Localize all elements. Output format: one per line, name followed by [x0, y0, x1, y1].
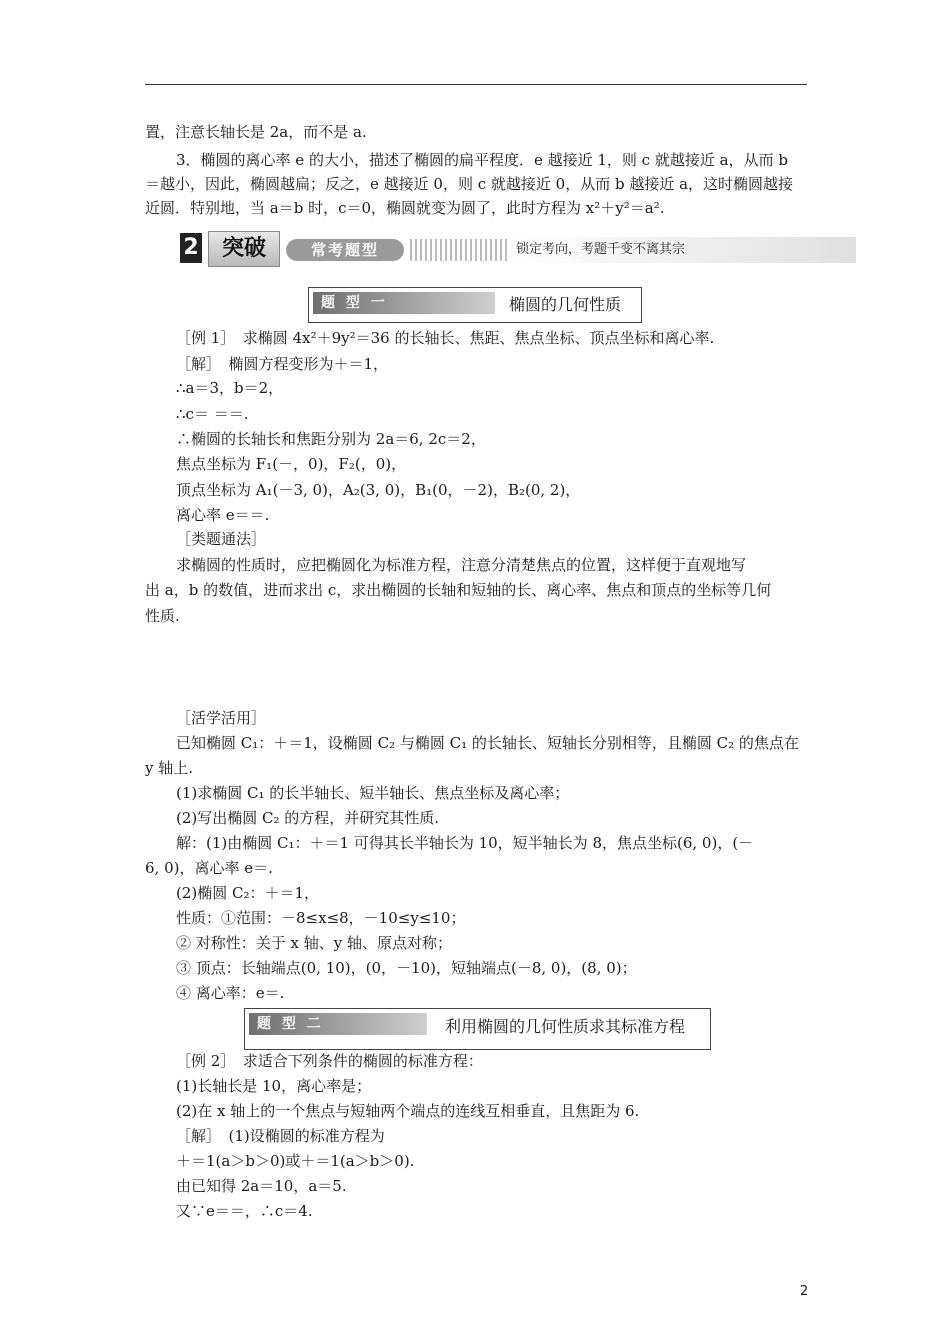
text-line: ＝越小，因此，椭圆越扁；反之，e 越接近 0，则 c 就越接近 0，从而 b 越接近 a，这时椭圆越接	[145, 175, 794, 193]
text-line: 置，注意长轴长是 2a，而不是 a.	[145, 123, 367, 141]
type-title: 椭圆的几何性质	[509, 295, 622, 314]
text-line: 解：(1)由椭圆 C₁：＋＝1 可得其长半轴长为 10，短半轴长为 8，焦点坐标(6, 0)，(－	[176, 834, 754, 852]
text-line: 6, 0)，离心率 e＝.	[145, 859, 273, 877]
text-line: ③ 顶点：长轴端点(0, 10)，(0，－10)，短轴端点(－8, 0)，(8, 0)；	[176, 959, 637, 977]
text-line: 已知椭圆 C₁：＋＝1，设椭圆 C₂ 与椭圆 C₁ 的长轴长、短轴长分别相等，且椭圆 C₂ 的焦点在	[176, 734, 799, 752]
banner-slogan: 锁定考向，考题千变不离其宗	[508, 237, 856, 263]
section-banner	[178, 229, 848, 271]
text-line: ［解］ (1)设椭圆的标准方程为	[176, 1127, 385, 1145]
text-line: ［活学活用］	[176, 709, 267, 727]
text-line: (1)求椭圆 C₁ 的长半轴长、短半轴长、焦点坐标及离心率；	[176, 784, 570, 802]
text-line: (2)在 x 轴上的一个焦点与短轴两个端点的连线互相垂直，且焦距为 6.	[176, 1102, 640, 1120]
text-line: ∴椭圆的长轴长和焦距分别为 2a＝6, 2c＝2，	[176, 430, 486, 448]
section-number-badge: 2	[180, 233, 202, 263]
text-line: 离心率 e＝＝.	[176, 506, 270, 524]
text-line: ［类题通法］	[176, 530, 267, 548]
header-rule	[145, 84, 807, 85]
type-heading-box	[244, 1008, 711, 1050]
text-line: ② 对称性：关于 x 轴、y 轴、原点对称；	[176, 934, 453, 952]
text-line: (1)长轴长是 10，离心率是；	[176, 1077, 372, 1095]
text-line: ④ 离心率：e＝.	[176, 984, 285, 1002]
text-line: 顶点坐标为 A₁(－3, 0)，A₂(3, 0)，B₁(0，－2)，B₂(0, 2)，	[176, 481, 581, 499]
banner-stripes	[410, 239, 510, 261]
section-subtitle-pill: 常考题型	[286, 239, 404, 261]
text-line: (2)写出椭圆 C₂ 的方程，并研究其性质.	[176, 809, 440, 827]
type-heading-box	[308, 287, 642, 323]
text-line: 出 a，b 的数值，进而求出 c，求出椭圆的长轴和短轴的长、离心率、焦点和顶点的坐标等几何	[145, 581, 772, 599]
text-line: 求椭圆的性质时，应把椭圆化为标准方程，注意分清楚焦点的位置，这样便于直观地写	[176, 556, 747, 574]
text-line: 性质.	[145, 607, 180, 625]
type-tag: 题 型 二	[249, 1013, 427, 1035]
page-number: 2	[800, 1284, 809, 1299]
text-line: 焦点坐标为 F₁(－，0)，F₂(，0)，	[176, 455, 407, 473]
text-line: ［解］ 椭圆方程变形为＋＝1，	[176, 355, 389, 373]
type-tag: 题 型 一	[313, 292, 495, 314]
text-line: 3．椭圆的离心率 e 的大小，描述了椭圆的扁平程度．e 越接近 1，则 c 就越接近 a，从而 b	[176, 151, 788, 169]
text-line: ＋＝1(a＞b＞0)或＋＝1(a＞b＞0).	[176, 1152, 415, 1170]
text-line: ［例 1］ 求椭圆 4x²＋9y²＝36 的长轴长、焦距、焦点坐标、顶点坐标和离心率.	[176, 329, 715, 347]
text-line: ［例 2］ 求适合下列条件的椭圆的标准方程：	[176, 1052, 483, 1070]
text-line: 由已知得 2a＝10，a＝5.	[176, 1177, 347, 1195]
text-line: 近圆．特别地，当 a＝b 时，c＝0，椭圆就变为圆了，此时方程为 x²＋y²＝a².	[145, 199, 665, 217]
section-title-tuopo: 突破	[208, 231, 280, 267]
text-line: ∴a＝3，b＝2，	[176, 379, 284, 397]
text-line: (2)椭圆 C₂：＋＝1，	[176, 884, 320, 902]
text-line: 性质：①范围：－8≤x≤8，－10≤y≤10；	[176, 909, 466, 927]
type-title: 利用椭圆的几何性质求其标准方程	[445, 1017, 686, 1036]
text-line: ∴c＝ ＝＝.	[176, 405, 249, 423]
text-line: y 轴上.	[145, 759, 194, 777]
text-line: 又∵e＝＝，∴c＝4.	[176, 1202, 313, 1220]
